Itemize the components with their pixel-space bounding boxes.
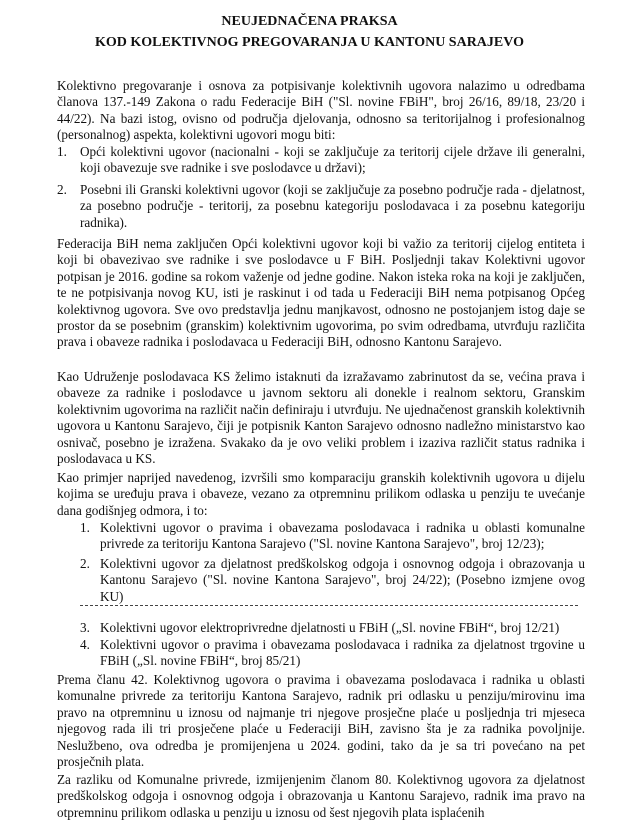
document-title-line-1: NEUJEDNAČENA PRAKSA xyxy=(221,14,398,29)
document-title-line-2: KOD KOLEKTIVNOG PREGOVARANJA U KANTONU SARAJEVO xyxy=(95,35,524,50)
agreement-item: Kolektivni ugovor o pravima i obavezama poslodavaca i radnika za djelatnost trgovine u FBiH („Sl. novine FBiH“, broj 85/21) xyxy=(100,637,585,669)
type-number: 1. xyxy=(57,144,67,159)
agreement-number: 3. xyxy=(80,620,90,635)
article80-paragraph: Za razliku od Komunalne privrede, izmijenjenim članom 80. Kolektivnog ugovora za djelatnost predškolskog odgoja i osnovnog odgoja i obrazovanja u Kantonu Sarajevo, radnik ima pravo na otpremninu prilikom odlaska u penziju u iznosu od šest njegovih plata isplaćenih xyxy=(57,772,585,820)
agreement-number: 1. xyxy=(80,520,90,535)
intro-paragraph: Kolektivno pregovaranje i osnova za potpisivanje kolektivnih ugovora nalazimo u odredbama članova 137.-149 Zakona o radu Federacije BiH ("Sl. novine FBiH", broj 26/16, 89/18, 23/20 i 44/22). Na bazi istog, ovisno od područja djelovanja, odnosno sa teritorijalnog i profesionalnog (personalnog) aspekta, kolektivni ugovori mogu biti: xyxy=(57,78,585,143)
type-item: Posebni ili Granski kolektivni ugovor (koji se zaključuje za posebno područje rada - djelatnost, za posebno područje - teritorij, za posebnu kategoriju poslodavaca i za posebnu kategoriju radnika). xyxy=(80,182,585,230)
type-number: 2. xyxy=(57,182,67,197)
agreement-item: Kolektivni ugovor o pravima i obavezama poslodavaca i radnika u oblasti komunalne privrede za teritoriju Kantona Sarajevo ("Sl. novine Kantona Sarajevo", broj 12/23); xyxy=(100,520,585,552)
type-item: Opći kolektivni ugovor (nacionalni - koji se zaključuje za teritorij cijele države ili generalni, koji obavezuje sve radnike i sve poslodavce u državi); xyxy=(80,144,585,176)
agreement-item: Kolektivni ugovor elektroprivredne djelatnosti u FBiH („Sl. novine FBiH“, broj 12/21) xyxy=(100,620,560,635)
example-paragraph: Kao primjer naprijed navedenog, izvršili smo komparaciju granskih kolektivnih ugovora u dijelu kojima se uređuju prava i obaveze, vezano za otpremninu prilikom odlaska u penziju te uvećanje dana godišnjeg odmora, i to: xyxy=(57,470,585,518)
association-paragraph: Kao Udruženje poslodavaca KS želimo istaknuti da izražavamo zabrinutost da se, većina prava i obaveze za radnike i poslodavce u javnom sektoru ali donekle i realnom sektoru, Granskim kolektivnim ugovorima na različit način definiraju i utvrđuju. Ne ujednačenost granskih kolektivnih ugovora u Kantonu Sarajevo, čiji je potpisnik Kanton Sarajevo odnosno nadležno ministarstvo kao osnivač, posebno je izražena. Svakako da je ovo veliki problem i izaziva različit status radnika i poslodavaca u KS. xyxy=(57,369,585,467)
federation-paragraph: Federacija BiH nema zaključen Opći kolektivni ugovor koji bi važio za teritorij cijelog entiteta i koji bi obavezivao sve radnike i sve poslodavce u F BiH. Posljednji takav Kolektivni ugovor potpisan je 2016. godine sa rokom važenje od jedne godine. Nakon isteka roka na koji je zaključen, te ne potpisivanja novog KU, isti je raskinut i od tada u Federaciji BiH nema potpisanog Općeg kolektivnog ugovora. Sve ovo predstavlja jednu manjkavost, odnosno ne postojanjem istog daje se prostor da se posebnim (granskim) kolektivnim ugovorima, po svim odredbama, utvrđuju različita prava i obaveze radnika i poslodavaca u Federaciji BiH, odnosno Kantonu Sarajevo. xyxy=(57,236,585,350)
agreement-number: 2. xyxy=(80,556,90,571)
article42-paragraph: Prema članu 42. Kolektivnog ugovora o pravima i obavezama poslodavaca i radnika u oblasti komunalne privrede za teritoriju Kantona Sarajevo, radnik pri odlasku u penziju/mirovinu ima pravo na otpremninu u iznosu od najmanje tri njegove prosječne plaće u posljednja tri mjeseca njegovog rada ili tri prosječene plaće u Federaciji BiH, zavisno šta je za radnika povoljnije. Neslužbeno, ova odredba je promijenjena u 2024. godini, tako da je sa tri povećano na pet prosječnih plata. xyxy=(57,672,585,770)
agreement-number: 4. xyxy=(80,637,90,652)
agreement-item: Kolektivni ugovor za djelatnost predškolskog odgoja i osnovnog odgoja i obrazovanja u Kantonu Sarajevo ("Sl. novine Kantona Sarajevo", broj 24/22); (Posebno izmjene ovog KU) xyxy=(100,556,585,604)
dashed-separator xyxy=(80,605,578,606)
